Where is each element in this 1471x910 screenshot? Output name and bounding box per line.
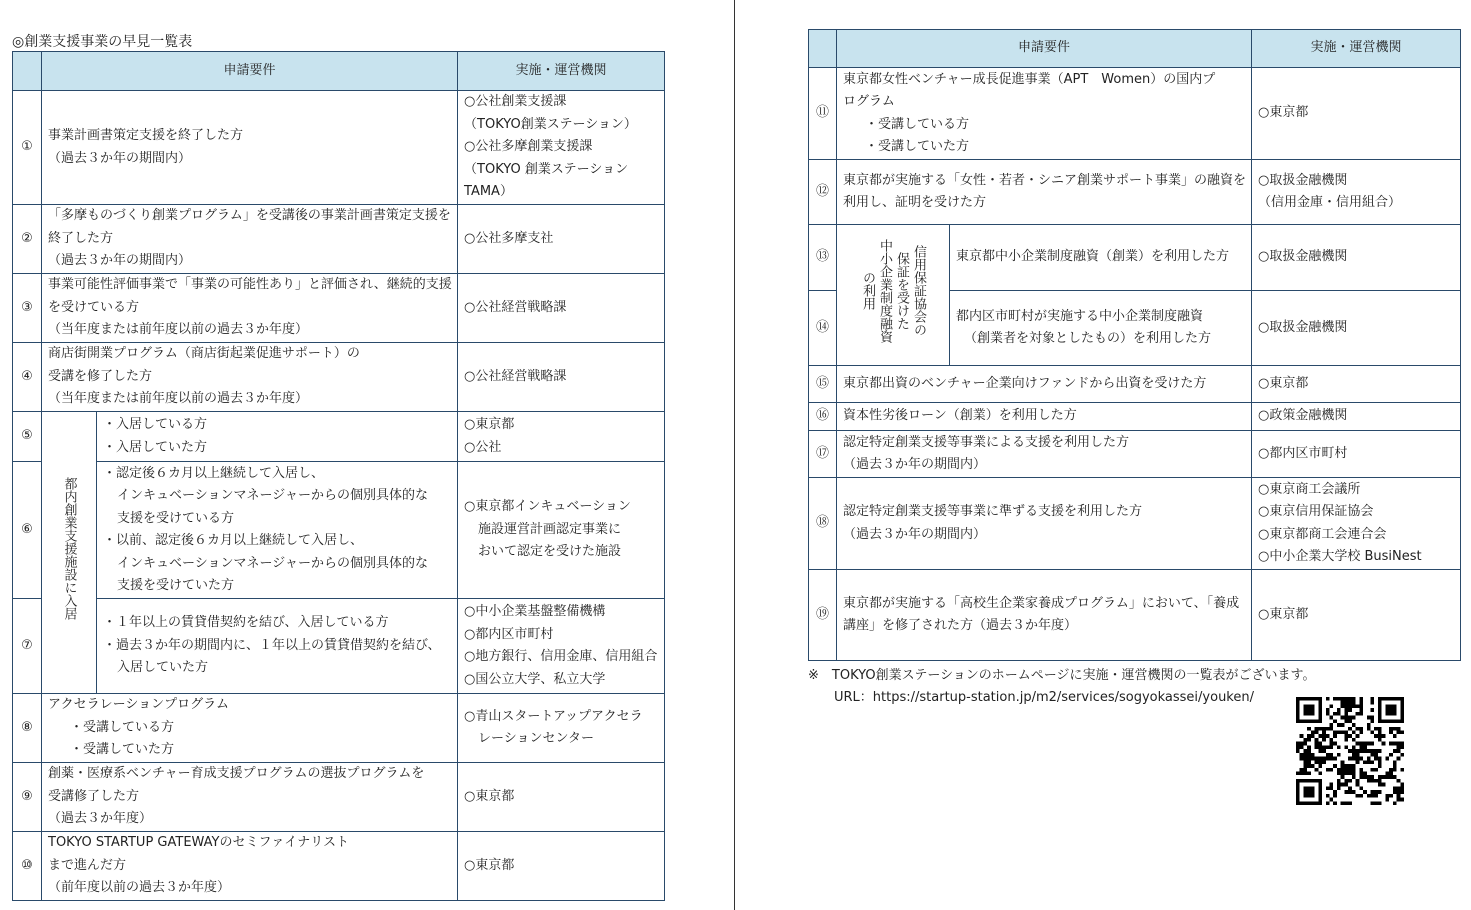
requirement-cell (837, 68, 1252, 160)
row-number: ⑱ (809, 478, 837, 570)
requirement-cell-line: （過去３か年の期間内） (843, 526, 987, 542)
organization-cell (1252, 570, 1461, 661)
guarantee-group-label-line: 中小企業制度融資 (877, 238, 892, 343)
requirement-cell-line: TOKYO STARTUP GATEWAYのセミファイナリスト (48, 835, 349, 851)
row-number: ⑤ (13, 412, 42, 462)
page-title: ◎創業支援事業の早見一覧表 (12, 34, 193, 50)
requirement-cell-line: ・受講していた方 (865, 139, 970, 154)
organization-cell-line: ○東京都インキュベーション (464, 499, 631, 515)
table-row (809, 366, 1461, 403)
organization-cell-line: ○取扱金融機関 (1258, 319, 1348, 335)
row-number: ⑨ (13, 763, 42, 832)
requirement-cell-line: （過去３か年の期間内） (48, 150, 192, 166)
row-number: ⑮ (809, 366, 837, 403)
requirement-cell-line: ・認定後６カ月以上継続して入居し、 (103, 465, 325, 481)
organization-cell-line: ○地方銀行、信用金庫、信用組合 (464, 649, 658, 664)
requirement-cell (837, 160, 1252, 225)
organization-cell (1252, 225, 1461, 291)
organization-cell-line: おいて認定を受けた施設 (478, 544, 622, 560)
row-number: ⑲ (809, 570, 837, 661)
requirement-cell-line: 認定特定創業支援等事業による支援を利用した方 (843, 434, 1130, 450)
requirement-cell-line: ・受講している方 (865, 116, 970, 132)
requirement-cell-line: 東京都女性ベンチャー成長促進事業（APT Women）の国内プ (843, 71, 1216, 87)
qr-code-icon[interactable] (1296, 697, 1404, 805)
header-organization: 実施・運営機関 (1252, 30, 1461, 68)
requirement-cell (950, 291, 1252, 366)
organization-cell (458, 694, 665, 763)
organization-cell (458, 599, 665, 694)
requirement-cell (837, 403, 1252, 431)
table-row (13, 274, 665, 343)
organization-cell (458, 274, 665, 343)
page-divider (734, 0, 735, 910)
requirement-cell-line: （当年度または前年度以前の過去３か年度） (48, 391, 309, 407)
organization-cell-line: （TOKYO 創業ステーション (464, 161, 629, 177)
table-row (13, 91, 665, 205)
organization-cell-line: TAMA） (464, 184, 513, 200)
row-number: ⑰ (809, 431, 837, 478)
table-row (809, 403, 1461, 431)
footnote-text: ※ TOKYO創業ステーションのホームページに実施・運営機関の一覧表がございます。 (808, 668, 1316, 683)
row-number: ④ (13, 343, 42, 412)
organization-cell-line: ○東京都 (464, 417, 515, 432)
requirement-cell (42, 91, 458, 205)
requirement-cell-line: ・１年以上の賃貸借契約を結び、入居している方 (103, 615, 389, 631)
requirement-cell (97, 599, 458, 694)
organization-cell-line: ○東京都 (464, 788, 515, 804)
organization-cell-line: ○公社 (464, 439, 502, 455)
requirement-cell-line: ・過去３か年の期間内に、１年以上の賃貸借契約を結び、 (103, 637, 441, 653)
organization-cell (1252, 478, 1461, 570)
table-row (13, 763, 665, 832)
requirement-cell-line: 東京都出資のベンチャー企業向けファンドから出資を受けた方 (843, 375, 1207, 391)
organization-cell (458, 91, 665, 205)
requirement-cell-line: （前年度以前の過去３か年度） (48, 880, 231, 896)
organization-cell-line: ○国公立大学、私立大学 (464, 671, 606, 687)
organization-cell (458, 343, 665, 412)
left-table-header (13, 52, 665, 91)
organization-cell-line: ○東京商工会議所 (1258, 481, 1361, 497)
requirement-cell-line: 資本性劣後ローン（創業）を利用した方 (843, 408, 1077, 424)
table-row (809, 570, 1461, 661)
organization-cell-line: ○東京都 (1258, 105, 1309, 121)
table-row (13, 694, 665, 763)
organization-cell-line: （信用金庫・信用組合） (1258, 195, 1402, 210)
requirement-cell-line: （当年度または前年度以前の過去３か年度） (48, 322, 309, 338)
requirement-cell-line: 「多摩ものづくり創業プログラム」を受講後の事業計画書策定支援を (48, 208, 451, 224)
requirement-cell-line: 入居していた方 (117, 660, 209, 676)
right-table (808, 29, 1461, 661)
requirement-cell-line: まで進んだ方 (48, 857, 127, 873)
requirement-cell-line: ・受講していた方 (70, 742, 175, 758)
organization-cell-line: ○東京都 (464, 857, 515, 873)
table-row (13, 205, 665, 274)
requirement-cell (42, 694, 458, 763)
requirement-cell (42, 343, 458, 412)
requirement-cell-line: ・入居していた方 (103, 439, 208, 455)
requirement-cell-line: 商店街開業プログラム（商店街起業促進サポート）の (48, 346, 360, 362)
organization-cell-line: ○公社多摩支社 (464, 230, 554, 246)
requirement-cell (837, 570, 1252, 661)
organization-cell-line: ○都内区市町村 (1258, 445, 1348, 461)
requirement-cell-line: （過去３か年の期間内） (48, 253, 192, 269)
table-row (809, 225, 1461, 291)
requirement-cell-line: インキュベーションマネージャーからの個別具体的な (117, 488, 428, 503)
requirement-cell (42, 832, 458, 901)
footnote-url[interactable]: URL：https://startup-station.jp/m2/services/sogyokassei/youken/ (834, 690, 1254, 705)
organization-cell-line: ○公社経営戦略課 (464, 299, 567, 315)
guarantee-group-label-line: 信用保証協会の (911, 245, 926, 337)
row-number: ① (13, 91, 42, 205)
table-row (809, 68, 1461, 160)
organization-cell (458, 832, 665, 901)
requirement-cell-line: （過去３か年の期間内） (843, 457, 987, 472)
organization-cell-line: ○東京信用保証協会 (1258, 504, 1374, 519)
requirement-cell-line: を受けている方 (48, 299, 140, 315)
requirement-cell-line: 事業計画書策定支援を終了した方 (48, 128, 244, 143)
organization-cell-line: ○中小企業基盤整備機構 (464, 604, 606, 619)
requirement-cell-line: 創薬・医療系ベンチャー育成支援プログラムの選抜プログラムを (48, 766, 425, 782)
organization-cell-line: ○東京都商工会連合会 (1258, 526, 1387, 542)
organization-cell-line: ○取扱金融機関 (1258, 249, 1348, 265)
requirement-cell (950, 225, 1252, 291)
requirement-cell-line: 受講修了した方 (48, 788, 140, 804)
guarantee-group-label-line: の利用 (860, 271, 875, 311)
organization-cell-line: ○中小企業大学校 BusiNest (1258, 549, 1422, 564)
header-organization: 実施・運営機関 (458, 52, 665, 91)
requirement-cell (97, 462, 458, 599)
row-number: ③ (13, 274, 42, 343)
row-number: ⑦ (13, 599, 42, 694)
requirement-cell (97, 412, 458, 462)
requirement-cell-line: アクセラレーションプログラム (48, 697, 229, 713)
requirement-cell-line: ・入居している方 (103, 417, 208, 432)
facility-group-label: 都内創業支援施設に入居 (61, 476, 77, 620)
header-blank (809, 30, 837, 68)
organization-cell-line: ○政策金融機関 (1258, 408, 1348, 424)
organization-cell (458, 462, 665, 599)
guarantee-group-label-line: 保証を受けた (894, 251, 909, 330)
requirement-cell-line: 終了した方 (48, 230, 114, 246)
requirement-cell-line: 東京都が実施する「高校生企業家養成プログラム」において、「養成 (843, 595, 1240, 611)
requirement-cell-line: 事業可能性評価事業で「事業の可能性あり」と評価され、継続的支援 (48, 277, 452, 293)
organization-cell (458, 412, 665, 462)
organization-cell (1252, 291, 1461, 366)
organization-cell-line: ○青山スタートアップアクセラ (464, 708, 643, 724)
guarantee-group-label (859, 239, 927, 343)
table-row (809, 431, 1461, 478)
facility-group-cell (42, 412, 97, 694)
organization-cell-line: 施設運営計画認定事業に (478, 521, 622, 537)
row-number: ⑬ (809, 225, 837, 291)
table-row (809, 160, 1461, 225)
guarantee-group-cell (837, 225, 950, 366)
organization-cell (1252, 403, 1461, 431)
requirement-cell (837, 431, 1252, 478)
row-number: ⑫ (809, 160, 837, 225)
requirement-cell (837, 366, 1252, 403)
organization-cell-line: （TOKYO創業ステーション） (464, 116, 637, 132)
requirement-cell-line: 認定特定創業支援等事業に準ずる支援を利用した方 (843, 504, 1143, 519)
requirement-cell (42, 274, 458, 343)
organization-cell-line: ○東京都 (1258, 375, 1309, 391)
table-row (13, 412, 665, 462)
requirement-cell-line: （創業者を対象としたもの）を利用した方 (964, 331, 1212, 346)
left-table (12, 51, 665, 901)
requirement-cell-line: ログラム (843, 94, 895, 109)
organization-cell (458, 763, 665, 832)
header-requirement: 申請要件 (42, 52, 458, 91)
requirement-cell (837, 478, 1252, 570)
requirement-cell-line: 東京都が実施する「女性・若者・シニア創業サポート事業」の融資を (843, 172, 1247, 188)
requirement-cell (42, 763, 458, 832)
organization-cell (1252, 160, 1461, 225)
row-number: ⑥ (13, 462, 42, 599)
requirement-cell-line: ・以前、認定後６カ月以上継続して入居し、 (103, 533, 364, 548)
organization-cell-line: レーションセンター (478, 731, 594, 746)
organization-cell (1252, 68, 1461, 160)
organization-cell-line: ○都内区市町村 (464, 626, 554, 642)
table-row (13, 343, 665, 412)
organization-cell-line: ○公社多摩創業支援課 (464, 139, 593, 155)
organization-cell-line: ○公社創業支援課 (464, 94, 567, 110)
requirement-cell-line: 支援を受けている方 (117, 510, 235, 526)
right-table-header (809, 30, 1461, 68)
requirement-cell (42, 205, 458, 274)
requirement-cell-line: ・受講している方 (70, 719, 175, 735)
organization-cell (1252, 366, 1461, 403)
footnote (808, 665, 1316, 709)
organization-cell (458, 205, 665, 274)
table-row (13, 832, 665, 901)
table-row (13, 599, 665, 694)
requirement-cell-line: 利用し、証明を受けた方 (843, 195, 987, 210)
row-number: ⑪ (809, 68, 837, 160)
header-requirement: 申請要件 (837, 30, 1252, 68)
organization-cell-line: ○公社経営戦略課 (464, 368, 567, 384)
table-row (13, 462, 665, 599)
requirement-cell-line: 講座」を修了された方（過去３か年度） (843, 618, 1078, 633)
row-number: ⑧ (13, 694, 42, 763)
row-number: ② (13, 205, 42, 274)
header-blank (13, 52, 42, 91)
row-number: ⑩ (13, 832, 42, 901)
requirement-cell-line: 東京都中小企業制度融資（創業）を利用した方 (956, 249, 1230, 265)
requirement-cell-line: （過去３か年度） (48, 811, 153, 827)
requirement-cell-line: インキュベーションマネージャーからの個別具体的な (117, 555, 428, 571)
requirement-cell-line: 受講を修了した方 (48, 368, 153, 384)
row-number: ⑭ (809, 291, 837, 366)
organization-cell (1252, 431, 1461, 478)
requirement-cell-line: 都内区市町村が実施する中小企業制度融資 (956, 308, 1204, 324)
organization-cell-line: ○取扱金融機関 (1258, 172, 1348, 188)
table-row (809, 478, 1461, 570)
row-number: ⑯ (809, 403, 837, 431)
organization-cell-line: ○東京都 (1258, 606, 1309, 622)
requirement-cell-line: 支援を受けていた方 (117, 578, 235, 593)
